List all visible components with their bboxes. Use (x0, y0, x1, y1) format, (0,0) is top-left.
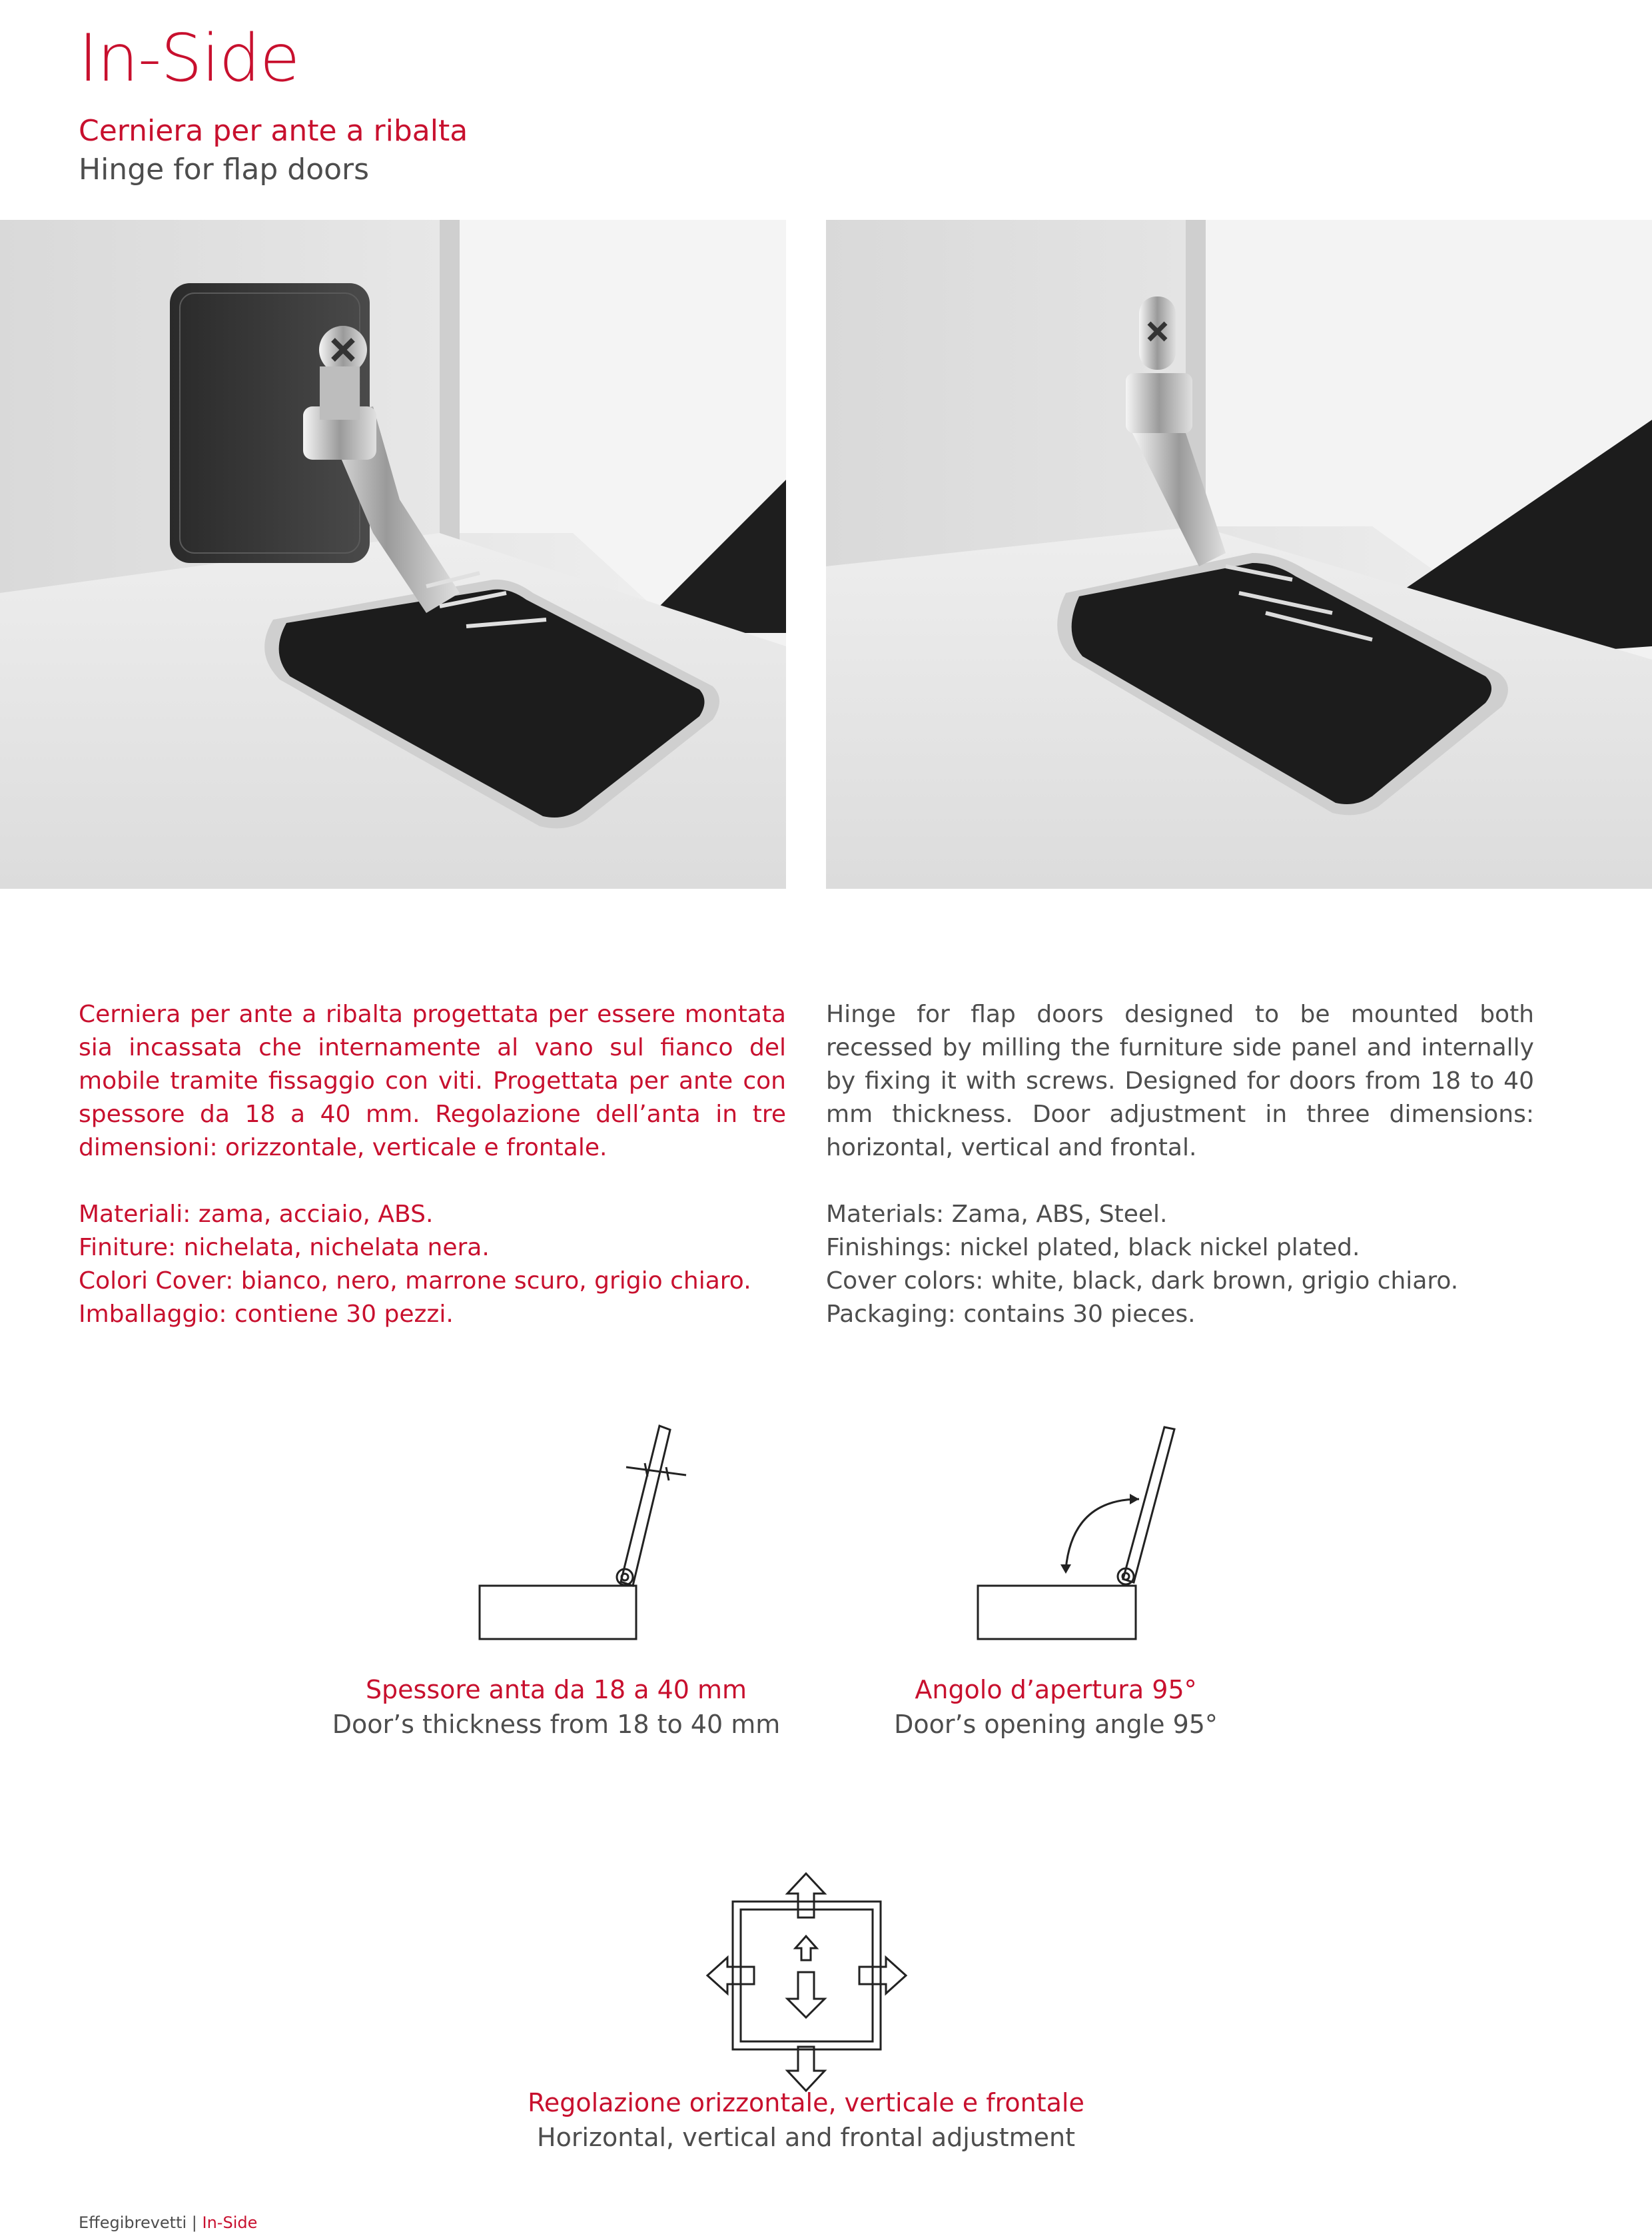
colors-it: Colori Cover: bianco, nero, marrone scuro, grigio chiaro. (79, 1267, 751, 1295)
materials-it: Materiali: zama, acciaio, ABS. (79, 1201, 434, 1228)
description-en-body: Hinge for flap doors designed to be mounted both recessed by milling the furniture side panel and internally by fixing it with screws. Designed for doors from 18 to 40 mm thickness. Door adjustment in three dimensions: horizontal, vertical and frontal. (826, 1001, 1534, 1161)
adjustment-caption (506, 2085, 1106, 2155)
footer (79, 2213, 257, 2232)
materials-en: Materials: Zama, ABS, Steel. (826, 1201, 1168, 1228)
adjustment-caption-it: Regolazione orizzontale, verticale e frontale (528, 2088, 1084, 2117)
thickness-caption-it: Spessore anta da 18 a 40 mm (365, 1675, 747, 1704)
finishes-en: Finishings: nickel plated, black nickel plated. (826, 1234, 1360, 1261)
arrow-left-icon (707, 1957, 754, 1993)
angle-caption-it: Angolo d’apertura 95° (915, 1675, 1197, 1704)
angle-caption-en: Door’s opening angle 95° (894, 1710, 1218, 1739)
description-english (826, 998, 1534, 1331)
description-italian (79, 998, 786, 1331)
footer-separator: | (187, 2213, 203, 2232)
packaging-it: Imballaggio: contiene 30 pezzi. (79, 1301, 454, 1328)
arrow-down-icon (787, 2047, 825, 2091)
subtitle-italian: Cerniera per ante a ribalta (79, 114, 468, 148)
finishes-it: Finiture: nichelata, nichelata nera. (79, 1234, 490, 1261)
arrow-up-icon (787, 1874, 825, 1918)
product-photo-open-door (0, 220, 786, 889)
hinge-render-left (0, 220, 786, 889)
page-title: In-Side (79, 21, 300, 97)
arrow-frontal-up-icon (795, 1936, 817, 1960)
arrow-frontal-down-icon (787, 1972, 825, 2017)
arrow-right-icon (859, 1957, 906, 1993)
door-thickness-diagram (466, 1419, 706, 1646)
footer-brand: Effegibrevetti (79, 2213, 187, 2232)
thickness-caption-en: Door’s thickness from 18 to 40 mm (332, 1710, 781, 1739)
subtitle-english: Hinge for flap doors (79, 153, 370, 187)
packaging-en: Packaging: contains 30 pieces. (826, 1301, 1196, 1328)
colors-en: Cover colors: white, black, dark brown, grigio chiaro. (826, 1267, 1459, 1295)
angle-caption (833, 1672, 1279, 1742)
product-photo-closed-door (826, 220, 1652, 889)
description-it-body: Cerniera per ante a ribalta progettata per essere montata sia incassata che internamente al vano sul fianco del mobile tramite fissaggio con viti. Progettata per ante con spessore da 18 a 40 mm. Regolazione dell’anta in tre dimensioni: orizzontale, verticale e frontale. (79, 1001, 786, 1161)
thickness-caption (313, 1672, 799, 1742)
footer-product: In-Side (202, 2213, 258, 2232)
adjustment-diagram (699, 1872, 913, 2092)
adjustment-caption-en: Horizontal, vertical and frontal adjustment (537, 2123, 1075, 2152)
hinge-render-right (826, 220, 1652, 889)
opening-angle-diagram (966, 1419, 1192, 1646)
